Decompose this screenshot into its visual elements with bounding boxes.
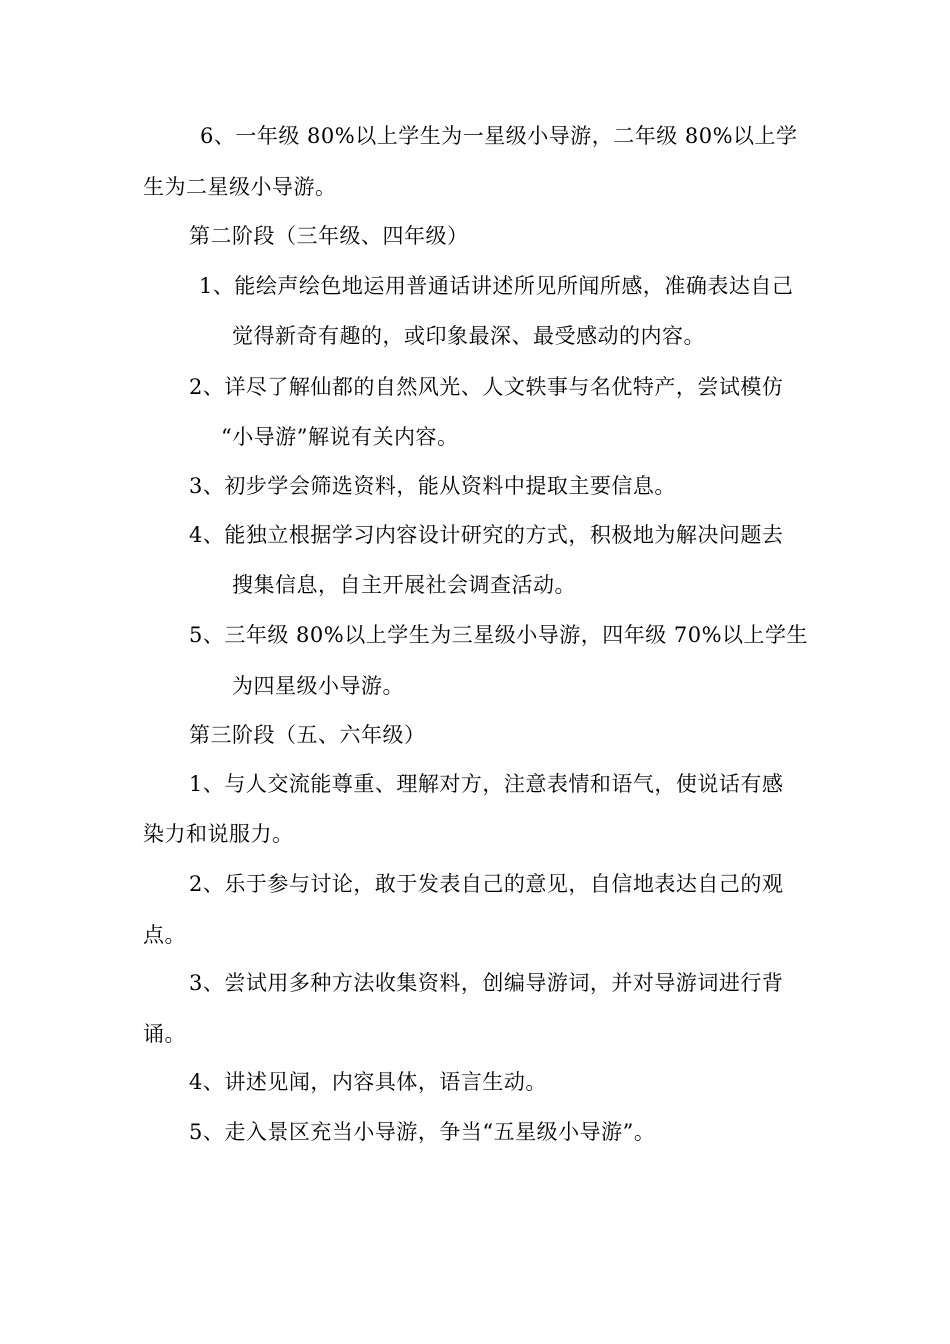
- stage2-item1-line1: 1、能绘声绘色地运用普通话讲述所见所闻所感，准确表达自己: [199, 274, 794, 298]
- stage3-item3-line2: 诵。: [143, 1022, 186, 1046]
- stage2-heading: 第二阶段（三年级、四年级）: [189, 224, 469, 248]
- stage3-item2-line2: 点。: [143, 923, 186, 947]
- stage3-item5-line1: 5、走入景区充当小导游，争当“五星级小导游”。: [189, 1120, 656, 1144]
- stage3-item1-line1: 1、与人交流能尊重、理解对方，注意表情和语气，使说话有感: [189, 772, 784, 796]
- stage2-item2-line2: “小导游”解说有关内容。: [221, 425, 459, 449]
- stage1-item6-line1: 6、一年级 80%以上学生为一星级小导游，二年级 80%以上学: [200, 124, 798, 148]
- stage2-item5-line1: 5、三年级 80%以上学生为三星级小导游，四年级 70%以上学生: [189, 623, 809, 647]
- stage2-item5-line2: 为四星级小导游。: [232, 674, 404, 698]
- stage2-item4-line2: 搜集信息，自主开展社会调查活动。: [232, 573, 576, 597]
- stage2-item1-line2: 觉得新奇有趣的，或印象最深、最受感动的内容。: [232, 324, 705, 348]
- stage3-item3-line1: 3、尝试用多种方法收集资料，创编导游词，并对导游词进行背: [189, 971, 784, 995]
- stage3-item4-line1: 4、讲述见闻，内容具体，语言生动。: [189, 1070, 547, 1094]
- stage3-item2-line1: 2、乐于参与讨论，敢于发表自己的意见，自信地表达自己的观: [189, 872, 784, 896]
- stage1-item6-line2: 生为二星级小导游。: [143, 175, 337, 199]
- stage2-item2-line1: 2、详尽了解仙都的自然风光、人文轶事与名优特产，尝试模仿: [189, 375, 784, 399]
- stage2-item4-line1: 4、能独立根据学习内容设计研究的方式，积极地为解决问题去: [189, 523, 784, 547]
- stage3-heading: 第三阶段（五、六年级）: [189, 723, 426, 747]
- stage2-item3-line1: 3、初步学会筛选资料，能从资料中提取主要信息。: [189, 474, 676, 498]
- stage3-item1-line2: 染力和说服力。: [143, 822, 294, 846]
